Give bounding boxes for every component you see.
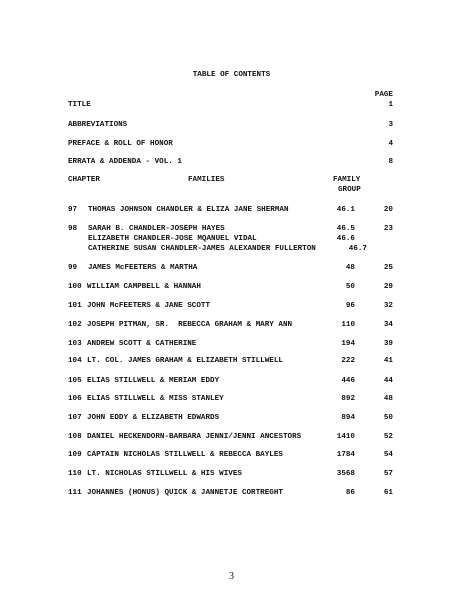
front-matter-label: TITLE bbox=[68, 101, 91, 109]
chapter-page: 61 bbox=[383, 489, 393, 497]
chapter-group: 194 bbox=[341, 340, 355, 348]
chapter-page: 20 bbox=[383, 206, 393, 214]
chapter-group: 86 bbox=[345, 489, 355, 497]
chapter-families: DANIEL HECKENDORN-BARBARA JENNI/JENNI ANCESTORS bbox=[87, 433, 302, 441]
chapter-page: 48 bbox=[383, 395, 393, 403]
toc-title: TABLE OF CONTENTS bbox=[192, 71, 271, 79]
chapter-families: JAMES McFEETERS & MARTHA bbox=[88, 264, 198, 272]
chapter-families: ELIZABETH CHANDLER-JOSE MQANUEL VIDAL bbox=[88, 235, 257, 243]
chapter-group: 894 bbox=[341, 414, 355, 422]
front-matter-page: 8 bbox=[388, 158, 393, 166]
chapter-number: 101 bbox=[68, 302, 82, 310]
chapter-families: CATHERINE SUSAN CHANDLER-JAMES ALEXANDER FULLERTON bbox=[88, 245, 316, 253]
chapter-families: JOSEPH PITMAN, SR. REBECCA GRAHAM & MARY ANN bbox=[87, 321, 293, 329]
chapter-page: 50 bbox=[383, 414, 393, 422]
family-column-header: FAMILY bbox=[333, 176, 361, 184]
chapter-number: 111 bbox=[68, 489, 82, 497]
front-matter-label: PREFACE & ROLL OF HONOR bbox=[68, 140, 173, 148]
chapter-number: 104 bbox=[68, 357, 82, 365]
chapter-group: 46.7 bbox=[348, 245, 367, 253]
chapter-page: 54 bbox=[383, 451, 393, 459]
chapter-group: 222 bbox=[341, 357, 355, 365]
chapter-column-header: CHAPTER bbox=[68, 176, 100, 184]
chapter-number: 100 bbox=[68, 283, 82, 291]
chapter-number: 97 bbox=[68, 206, 78, 214]
chapter-number: 103 bbox=[68, 340, 82, 348]
group-column-header: GROUP bbox=[338, 186, 361, 194]
front-matter-page: 4 bbox=[388, 140, 393, 148]
chapter-page: 39 bbox=[383, 340, 393, 348]
chapter-group: 1410 bbox=[336, 433, 355, 441]
chapter-page: 57 bbox=[383, 470, 393, 478]
chapter-families: WILLIAM CAMPBELL & HANNAH bbox=[87, 283, 201, 291]
chapter-number: 110 bbox=[68, 470, 82, 478]
chapter-group: 892 bbox=[341, 395, 355, 403]
chapter-group: 48 bbox=[345, 264, 355, 272]
chapter-number: 98 bbox=[68, 225, 78, 233]
chapter-group: 446 bbox=[341, 377, 355, 385]
chapter-families: CAPTAIN NICHOLAS STILLWELL & REBECCA BAYLES bbox=[87, 451, 283, 459]
chapter-families: JOHN McFEETERS & JANE SCOTT bbox=[87, 302, 211, 310]
chapter-families: ELIAS STILLWELL & MISS STANLEY bbox=[87, 395, 224, 403]
chapter-families: ELIAS STILLWELL & MERIAM EDDY bbox=[87, 377, 220, 385]
chapter-families: LT. NICHOLAS STILLWELL & HIS WIVES bbox=[87, 470, 242, 478]
chapter-page: 29 bbox=[383, 283, 393, 291]
chapter-families: LT. COL. JAMES GRAHAM & ELIZABETH STILLWELL bbox=[87, 357, 283, 365]
chapter-page: 41 bbox=[383, 357, 393, 365]
chapter-group: 50 bbox=[345, 283, 355, 291]
chapter-number: 109 bbox=[68, 451, 82, 459]
front-matter-label: ERRATA & ADDENDA - VOL. 1 bbox=[68, 158, 182, 166]
chapter-families: ANDREW SCOTT & CATHERINE bbox=[87, 340, 197, 348]
chapter-group: 46.5 bbox=[336, 225, 355, 233]
chapter-number: 99 bbox=[68, 264, 78, 272]
front-matter-page: 3 bbox=[388, 121, 393, 129]
chapter-families: THOMAS JOHNSON CHANDLER & ELIZA JANE SHERMAN bbox=[88, 206, 289, 214]
chapter-page: 52 bbox=[383, 433, 393, 441]
chapter-families: JOHN EDDY & ELIZABETH EDWARDS bbox=[87, 414, 220, 422]
chapter-group: 46.6 bbox=[336, 235, 355, 243]
chapter-group: 96 bbox=[345, 302, 355, 310]
chapter-group: 110 bbox=[341, 321, 355, 329]
chapter-group: 1784 bbox=[336, 451, 355, 459]
chapter-page: 32 bbox=[383, 302, 393, 310]
chapter-families: JOHANNES (HONUS) QUICK & JANNETJE CORTREGHT bbox=[87, 489, 283, 497]
page-column-label: PAGE bbox=[374, 91, 393, 99]
chapter-number: 107 bbox=[68, 414, 82, 422]
chapter-number: 106 bbox=[68, 395, 82, 403]
chapter-page: 23 bbox=[383, 225, 393, 233]
chapter-group: 46.1 bbox=[336, 206, 355, 214]
front-matter-label: ABBREVIATIONS bbox=[68, 121, 128, 129]
chapter-group: 3568 bbox=[336, 470, 355, 478]
chapter-number: 105 bbox=[68, 377, 82, 385]
chapter-page: 44 bbox=[383, 377, 393, 385]
chapter-number: 102 bbox=[68, 321, 82, 329]
chapter-page: 25 bbox=[383, 264, 393, 272]
front-matter-page: 1 bbox=[388, 101, 393, 109]
chapter-families: SARAH B. CHANDLER-JOSEPH HAYES bbox=[88, 225, 225, 233]
chapter-page: 34 bbox=[383, 321, 393, 329]
page-number: 3 bbox=[229, 571, 234, 582]
chapter-number: 108 bbox=[68, 433, 82, 441]
families-column-header: FAMILIES bbox=[188, 176, 225, 184]
